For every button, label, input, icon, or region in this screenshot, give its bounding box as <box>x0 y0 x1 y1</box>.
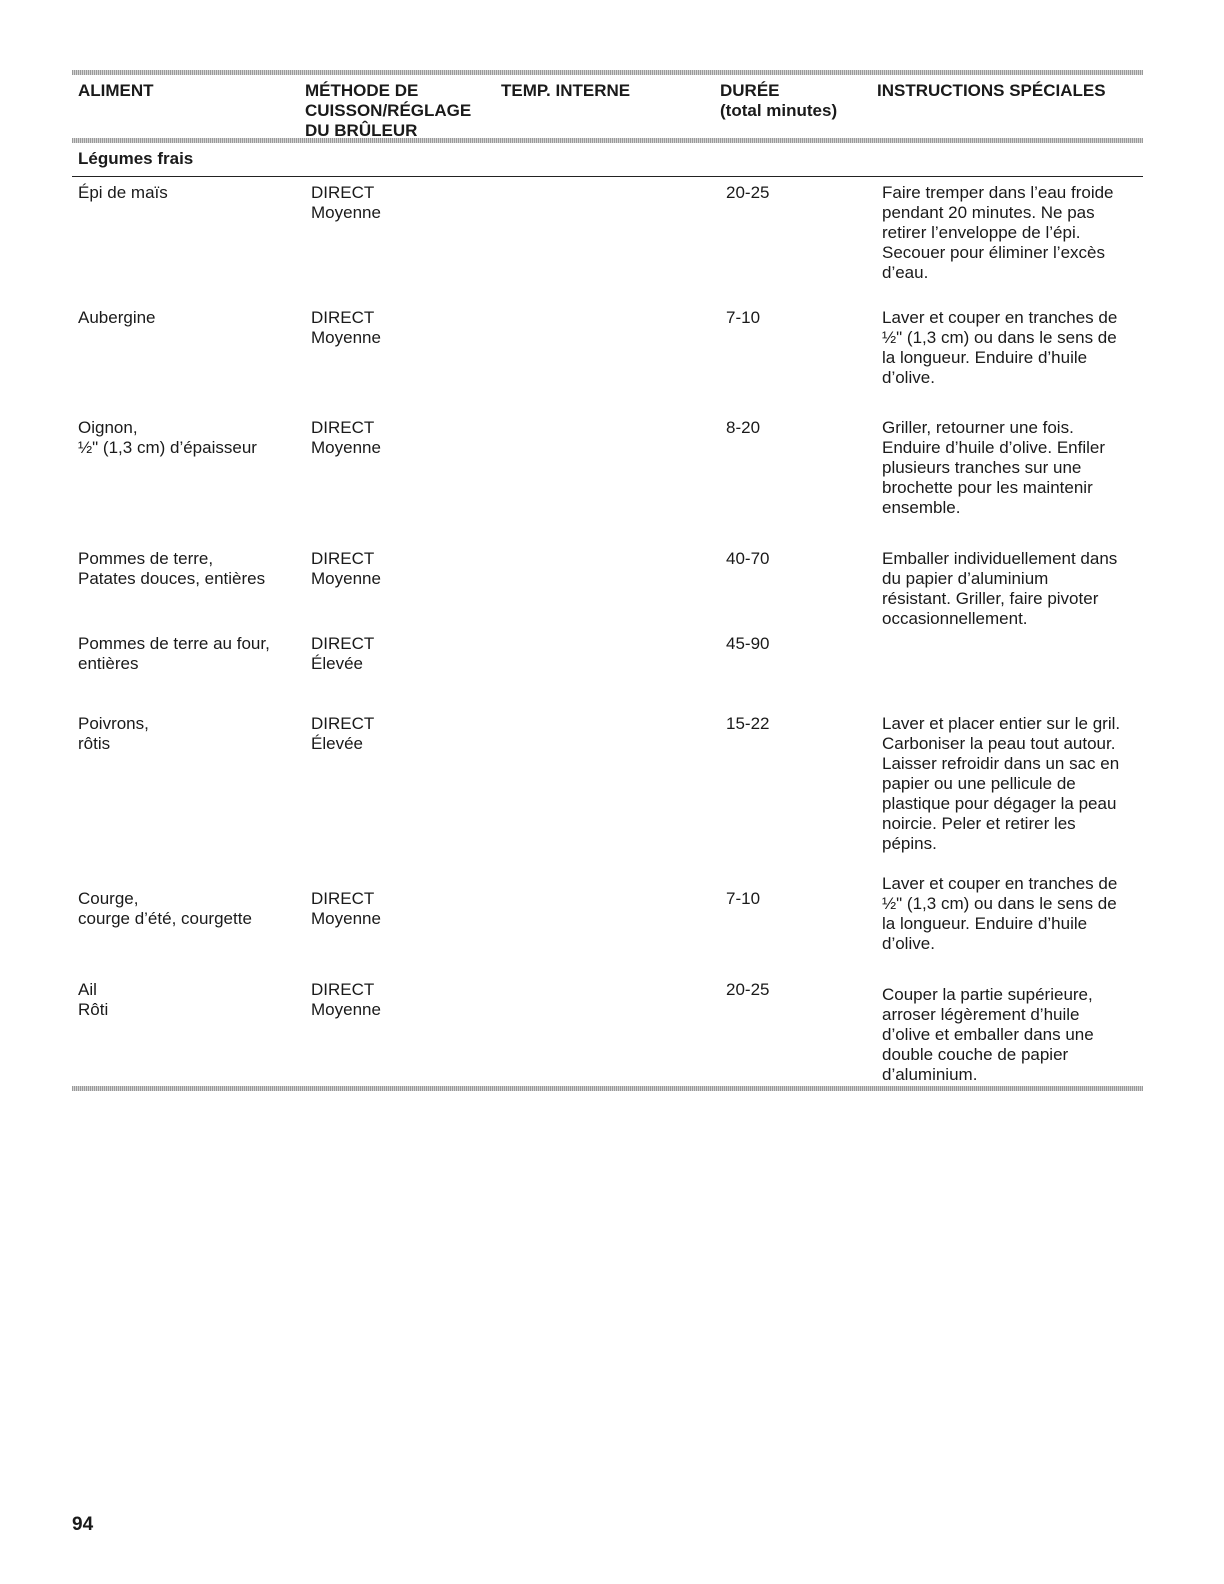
food-cell: Pommes de terre, Patates douces, entières <box>78 549 266 588</box>
duration-cell: 20-25 <box>726 183 770 202</box>
method-cell: DIRECT Élevée <box>311 634 375 673</box>
method-cell: DIRECT Moyenne <box>311 889 381 928</box>
instructions-cell: Couper la partie supérieure, arroser légèrement d’huile d’olive et emballer dans une double couche de papier d’aluminium. <box>882 985 1094 1084</box>
instructions-cell: Laver et placer entier sur le gril. Carboniser la peau tout autour. Laisser refroidir dans un sac en papier ou une pellicule de plastique pour dégager la peau noircie. Peler et retirer les pépins. <box>882 714 1121 853</box>
table-body <box>72 177 1143 1086</box>
food-cell: Pommes de terre au four, entières <box>78 634 270 673</box>
section-title: Légumes frais <box>78 149 194 168</box>
method-cell: DIRECT Moyenne <box>311 980 381 1019</box>
food-cell: Poivrons, rôtis <box>78 714 149 753</box>
instructions-cell: Faire tremper dans l’eau froide pendant 20 minutes. Ne pas retirer l’enveloppe de l’épi. Secouer pour éliminer l’excès d’eau. <box>882 183 1114 282</box>
header-temp: TEMP. INTERNE <box>501 81 631 100</box>
duration-cell: 40-70 <box>726 549 770 568</box>
duration-cell: 7-10 <box>726 308 761 327</box>
method-cell: DIRECT Moyenne <box>311 308 381 347</box>
food-cell: Épi de maïs <box>78 183 168 202</box>
page-number: 94 <box>72 1514 94 1535</box>
duration-cell: 8-20 <box>726 418 761 437</box>
header-duration: DURÉE (total minutes) <box>720 81 838 120</box>
instructions-cell: Laver et couper en tranches de ½" (1,3 cm) ou dans le sens de la longueur. Enduire d’huile d’olive. <box>882 874 1118 953</box>
food-cell: Oignon, ½" (1,3 cm) d’épaisseur <box>78 418 257 457</box>
method-cell: DIRECT Moyenne <box>311 418 381 457</box>
duration-cell: 45-90 <box>726 634 770 653</box>
food-cell: Courge, courge d’été, courgette <box>78 889 252 928</box>
table-header <box>72 75 1143 138</box>
header-method: MÉTHODE DE CUISSON/RÉGLAGE DU BRÛLEUR <box>305 81 472 140</box>
table-bottom-rule <box>72 1086 1143 1091</box>
duration-cell: 7-10 <box>726 889 761 908</box>
cooking-table <box>72 70 1143 1091</box>
food-cell: Ail Rôti <box>78 980 109 1019</box>
header-food: ALIMENT <box>78 81 154 100</box>
instructions-cell: Laver et couper en tranches de ½" (1,3 cm) ou dans le sens de la longueur. Enduire d’huile d’olive. <box>882 308 1118 387</box>
instructions-cell: Emballer individuellement dans du papier d’aluminium résistant. Griller, faire pivoter occasionnellement. <box>882 549 1118 628</box>
food-cell: Aubergine <box>78 308 156 327</box>
duration-cell: 20-25 <box>726 980 770 999</box>
method-cell: DIRECT Moyenne <box>311 183 381 222</box>
duration-cell: 15-22 <box>726 714 770 733</box>
header-instructions: INSTRUCTIONS SPÉCIALES <box>877 81 1106 100</box>
method-cell: DIRECT Moyenne <box>311 549 381 588</box>
instructions-cell: Griller, retourner une fois. Enduire d’huile d’olive. Enfiler plusieurs tranches sur une brochette pour les maintenir ensemble. <box>882 418 1106 517</box>
method-cell: DIRECT Élevée <box>311 714 375 753</box>
